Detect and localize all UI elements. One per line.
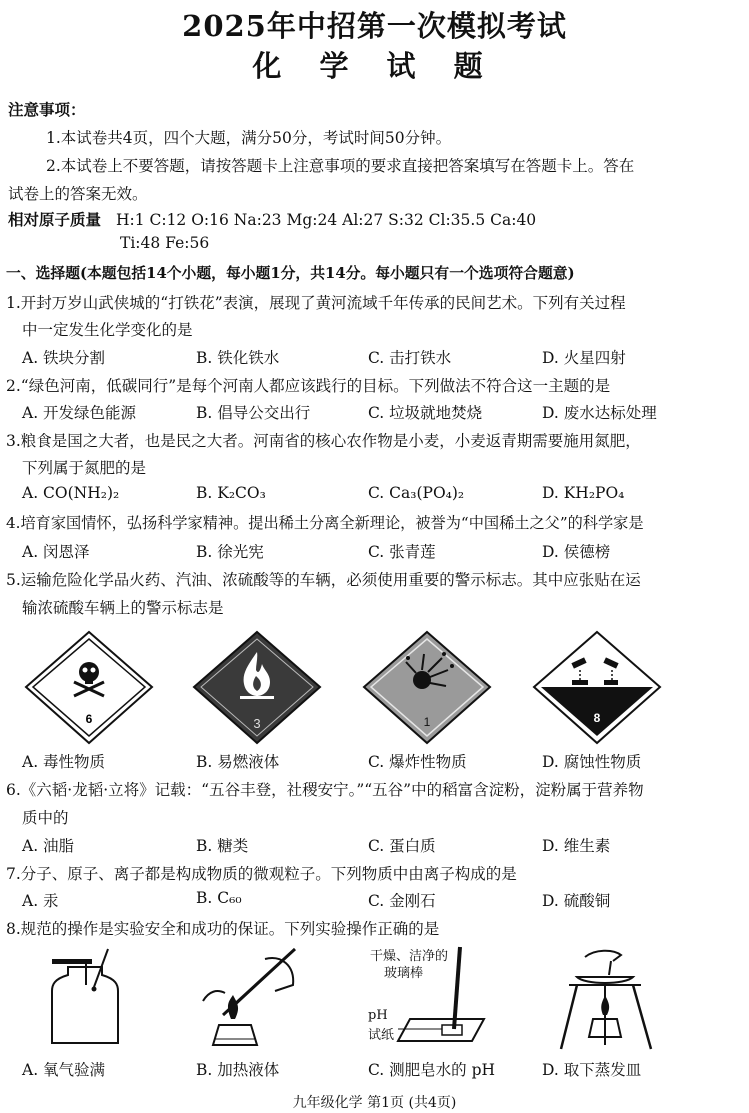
q5-option-c: C. 爆炸性物质: [368, 753, 467, 771]
q6-option-a: A. 油脂: [22, 837, 75, 855]
q1-option-c: C. 击打铁水: [368, 349, 452, 367]
rod-label-2: 玻璃棒: [384, 966, 424, 981]
subject-title: 化 学 试 题: [252, 49, 497, 83]
q1-option-a: A. 铁块分割: [22, 349, 106, 367]
notice-item-1: 1.本试卷共4页，四个大题，满分50分，考试时间50分钟。: [46, 129, 452, 147]
q3-option-d: D. KH₂PO₄: [542, 484, 625, 502]
heating-liquid-figure: [195, 945, 315, 1055]
toxic-sign-icon: [24, 630, 154, 745]
exam-title: 2025年中招第一次模拟考试: [182, 9, 567, 43]
section-1-heading: 一、选择题(本题包括14个小题，每小题1分，共14分。每小题只有一个选项符合题意): [6, 265, 575, 282]
q8-option-c: C. 测肥皂水的 pH: [368, 1061, 496, 1079]
q6-stem-1: 6.《六韬·龙韬·立将》记载：“五谷丰登，社稷安宁。”“五谷”中的稻富含淀粉，淀粉属于营养物: [6, 781, 644, 799]
q1-option-d: D. 火星四射: [542, 349, 626, 367]
q1-stem-1: 1.开封万岁山武侠城的“打铁花”表演，展现了黄河流域千年传承的民间艺术。下列有关过程: [6, 294, 626, 312]
sign-b-number: 3: [253, 716, 261, 731]
page-footer: 九年级化学 第1页 (共4页): [292, 1095, 457, 1111]
sign-a-number: 6: [85, 712, 93, 726]
q7-option-b: B. C₆₀: [196, 889, 242, 907]
sign-d-number: 8: [593, 711, 601, 725]
q7-option-d: D. 硫酸铜: [542, 892, 611, 910]
q5-option-b: B. 易燃液体: [196, 753, 280, 771]
q5-stem-1: 5.运输危险化学品火药、汽油、浓硫酸等的车辆，必须使用重要的警示标志。其中应张贴在运: [6, 571, 641, 589]
q3-stem-1: 3.粮食是国之大者，也是民之大者。河南省的核心农作物是小麦，小麦返青期需要施用氮肥，: [6, 432, 641, 450]
q1-option-b: B. 铁化铁水: [196, 349, 280, 367]
ph-test-figure: [380, 945, 500, 1055]
q3-option-c: C. Ca₃(PO₄)₂: [368, 484, 465, 502]
q4-option-a: A. 闵恩泽: [22, 543, 90, 561]
q2-option-b: B. 倡导公交出行: [196, 404, 311, 422]
q8-stem: 8.规范的操作是实验安全和成功的保证。下列实验操作正确的是: [6, 920, 440, 938]
q8-option-a: A. 氧气验满: [22, 1061, 106, 1079]
notice-item-2b: 试卷上的答案无效。: [8, 185, 148, 203]
oxygen-test-figure: [38, 945, 148, 1050]
q2-option-d: D. 废水达标处理: [542, 404, 657, 422]
ph-label-1: pH: [368, 1008, 388, 1023]
sign-c-number: 1: [423, 715, 431, 729]
evaporating-dish-figure: [555, 945, 675, 1057]
atomic-mass-label: 相对原子质量: [8, 210, 102, 229]
notice-heading: 注意事项：: [8, 100, 86, 119]
explosive-sign-icon: [362, 630, 492, 745]
rod-label-1: 干燥、洁净的: [370, 949, 449, 964]
q2-option-a: A. 开发绿色能源: [22, 404, 137, 422]
q5-option-d: D. 腐蚀性物质: [542, 753, 642, 771]
q3-option-b: B. K₂CO₃: [196, 484, 266, 502]
atomic-mass-line-1: [8, 208, 536, 230]
q6-option-c: C. 蛋白质: [368, 837, 436, 855]
q4-stem: 4.培育家国情怀，弘扬科学家精神。提出稀土分离全新理论，被誉为“中国稀土之父”的科学家是: [6, 514, 644, 532]
atomic-mass-values-1: H:1 C:12 O:16 Na:23 Mg:24 Al:27 S:32 Cl:35.5 Ca:40: [115, 211, 537, 229]
q4-option-c: C. 张青莲: [368, 543, 436, 561]
q1-stem-2: 中一定发生化学变化的是: [22, 321, 193, 339]
q6-option-d: D. 维生素: [542, 837, 611, 855]
q3-option-a: A. CO(NH₂)₂: [22, 484, 120, 502]
atomic-mass-values-2: Ti:48 Fe:56: [120, 234, 210, 252]
q3-stem-2: 下列属于氮肥的是: [22, 459, 147, 477]
ph-label-2: 试纸: [368, 1028, 395, 1043]
q4-option-b: B. 徐光宪: [196, 543, 264, 561]
q7-option-c: C. 金刚石: [368, 892, 436, 910]
q5-stem-2: 输浓硫酸车辆上的警示标志是: [22, 599, 224, 617]
flammable-sign-icon: [192, 630, 322, 745]
q6-stem-2: 质中的: [22, 809, 69, 827]
corrosive-sign-icon: [532, 630, 662, 745]
q8-option-d: D. 取下蒸发皿: [542, 1061, 642, 1079]
q5-option-a: A. 毒性物质: [22, 753, 106, 771]
q6-option-b: B. 糖类: [196, 837, 249, 855]
q7-stem: 7.分子、原子、离子都是构成物质的微观粒子。下列物质中由离子构成的是: [6, 865, 517, 883]
notice-item-2a: 2.本试卷上不要答题，请按答题卡上注意事项的要求直接把答案填写在答题卡上。答在: [46, 157, 635, 175]
q4-option-d: D. 侯德榜: [542, 543, 611, 561]
q2-option-c: C. 垃圾就地焚烧: [368, 404, 483, 422]
q8-option-b: B. 加热液体: [196, 1061, 280, 1079]
q7-option-a: A. 汞: [22, 892, 59, 910]
q2-stem: 2.“绿色河南，低碳同行”是每个河南人都应该践行的目标。下列做法不符合这一主题的是: [6, 377, 611, 395]
